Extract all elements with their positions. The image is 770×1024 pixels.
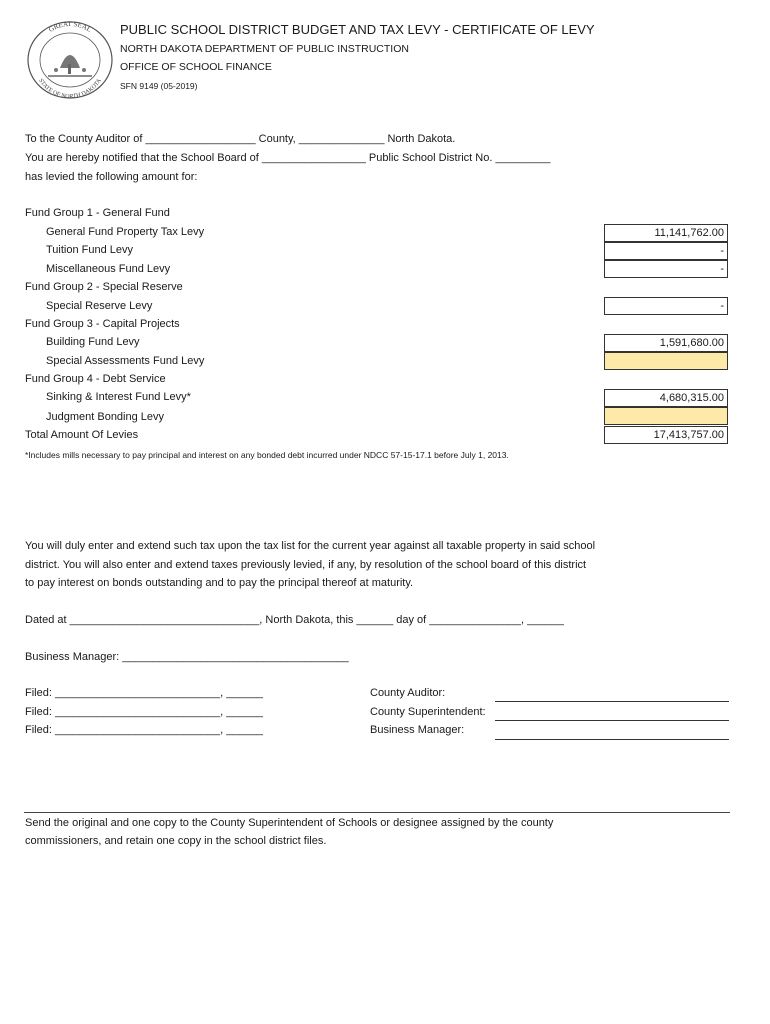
instructions-line-2: district. You will also enter and extend taxes previously levied, if any, by resolution of the school board of this district (25, 559, 587, 571)
total-label: Total Amount Of Levies (25, 429, 139, 441)
building-label: Building Fund Levy (46, 336, 140, 348)
judgment-bonding-label: Judgment Bonding Levy (46, 411, 165, 423)
county-auditor-signature-line[interactable] (495, 701, 729, 702)
office-name: OFFICE OF SCHOOL FINANCE (120, 61, 272, 73)
form-title: PUBLIC SCHOOL DISTRICT BUDGET AND TAX LEVY - CERTIFICATE OF LEVY (120, 22, 595, 37)
special-reserve-label: Special Reserve Levy (46, 300, 153, 312)
svg-text:STATE OF NORTH DAKOTA: STATE OF NORTH DAKOTA (37, 77, 103, 100)
building-field[interactable]: 1,591,680.00 (604, 334, 728, 352)
tuition-label: Tuition Fund Levy (46, 244, 134, 256)
footnote: *Includes mills necessary to pay principal and interest on any bonded debt incurred under NDCC 57-15-17.1 before July 1, 2013. (25, 450, 509, 460)
svg-text:GREAT SEAL: GREAT SEAL (47, 20, 93, 34)
form-number: SFN 9149 (05-2019) (120, 81, 198, 91)
county-superintendent-label: County Superintendent: (370, 706, 486, 718)
special-assessments-field[interactable] (604, 352, 728, 370)
state-seal-logo (26, 20, 114, 100)
filed-line-2[interactable]: Filed: ___________________________, ______ (25, 706, 263, 718)
miscellaneous-field[interactable]: - (604, 260, 728, 278)
department-name: NORTH DAKOTA DEPARTMENT OF PUBLIC INSTRUCTION (120, 43, 409, 55)
special-assessments-label: Special Assessments Fund Levy (46, 355, 205, 367)
special-reserve-field[interactable]: - (604, 297, 728, 315)
filed-line-1[interactable]: Filed: ___________________________, ______ (25, 687, 263, 699)
tuition-field[interactable]: - (604, 242, 728, 260)
fund-group-1-heading: Fund Group 1 - General Fund (25, 207, 170, 219)
business-manager-signature-line[interactable] (495, 739, 729, 740)
judgment-bonding-field[interactable] (604, 407, 728, 425)
fund-group-2-heading: Fund Group 2 - Special Reserve (25, 281, 183, 293)
section-divider (24, 812, 730, 813)
closing-line-2: commissioners, and retain one copy in the school district files. (25, 835, 327, 847)
intro-line-3: has levied the following amount for: (25, 171, 198, 183)
filed-line-3[interactable]: Filed: ___________________________, ______ (25, 724, 263, 736)
sinking-interest-field[interactable]: 4,680,315.00 (604, 389, 728, 407)
fund-group-4-heading: Fund Group 4 - Debt Service (25, 373, 166, 385)
fund-group-3-heading: Fund Group 3 - Capital Projects (25, 318, 180, 330)
county-superintendent-signature-line[interactable] (495, 720, 729, 721)
instructions-line-1: You will duly enter and extend such tax upon the tax list for the current year against all taxable property in said school (25, 540, 596, 552)
general-property-tax-label: General Fund Property Tax Levy (46, 226, 205, 238)
closing-line-1: Send the original and one copy to the County Superintendent of Schools or designee assigned by the county (25, 817, 554, 829)
total-field[interactable]: 17,413,757.00 (604, 426, 728, 444)
general-property-tax-field[interactable]: 11,141,762.00 (604, 224, 728, 242)
sinking-interest-label: Sinking & Interest Fund Levy* (46, 391, 191, 403)
instructions-line-3: to pay interest on bonds outstanding and to pay the principal thereof at maturity. (25, 577, 414, 589)
business-manager-signature-label: Business Manager: (370, 724, 465, 736)
miscellaneous-label: Miscellaneous Fund Levy (46, 263, 171, 275)
intro-line-1: To the County Auditor of __________________ County, ______________ North Dakota. (25, 133, 456, 145)
business-manager-line[interactable]: Business Manager: _____________________________________ (25, 651, 349, 663)
dated-line[interactable]: Dated at _______________________________, North Dakota, this ______ day of _______________, ______ (25, 614, 564, 626)
county-auditor-label: County Auditor: (370, 687, 446, 699)
intro-line-2: You are hereby notified that the School Board of _________________ Public School District No. _________ (25, 152, 551, 164)
